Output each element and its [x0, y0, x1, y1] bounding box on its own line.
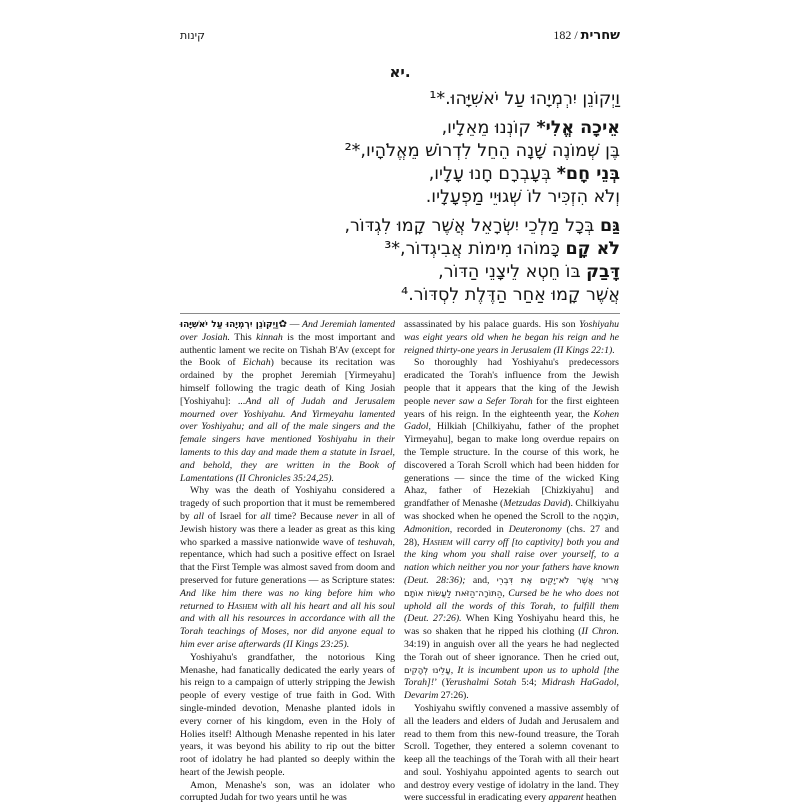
text-segment: (chs. 27 and 28), [404, 523, 619, 548]
text-segment: Amon, Menashe's son, was an idolater who corrupted Judah for two years until he was [180, 779, 395, 804]
kinnah-line: וַיְקוֹנֵן יִרְמְיָהוּ עַל יֹאשִׁיָּהוּ.*¹ [429, 89, 620, 109]
text-segment: ). Chilkiyahu was shocked when he opened the Scroll to the [404, 498, 619, 522]
commentary-paragraph [180, 485, 395, 651]
kinnah-line-bold-words: בְּנֵי חָם* [556, 164, 620, 184]
text-segment: and, [465, 574, 497, 586]
text-segment: Kohen Gadol [404, 408, 619, 433]
text-segment: heathen [583, 792, 617, 804]
section-name: קינות [180, 29, 205, 42]
kinnah-line: גַּם בְּכָל מַלְכֵי יִשְׂרָאֵל אֲשֶׁר קָמוּ לִגְדּוֹר, [344, 216, 620, 236]
text-segment: Yerushalmi Sotah [445, 677, 517, 689]
text-segment: When King Yoshiyahu heard this, he was so shaken that he ripped his clothing ( [404, 613, 619, 638]
hebrew-phrase: עָלֵינוּ לְהָקִים [404, 665, 451, 676]
page-number: 182 / [553, 28, 581, 42]
text-segment: all [193, 510, 204, 522]
text-segment: ’ ( [434, 677, 446, 689]
page-section-title: שחרית [580, 28, 620, 43]
page-header [180, 28, 620, 43]
text-segment: Yoshiyahu swiftly convened a massive assembly of all the leaders and elders of Judah and Jerusalem and read to them from this new-found treasure, the Torah Scroll. Together, they entered a solemn covenant to keep all the teachings of the Torah with all their heart and soul. Yoshiyahu appointed agents to search out and destroy every vestige of idolatry in the land. They were successful in eradicating every [404, 702, 619, 804]
kinnah-line: בֶּן שְׁמוֹנֶה שָׁנָה הֵחֵל לִדְרוֹשׁ מֵאֱלֹהָיו,*² [344, 141, 620, 161]
text-segment: Hashem [227, 600, 258, 612]
text-segment: Hashem [422, 536, 453, 548]
page-number-title [553, 28, 620, 43]
text-segment: 5:4; [516, 677, 542, 689]
text-segment: never [336, 510, 359, 522]
text-segment: , Hilkiah [Chilkiyahu, father of the prophet Yirmeyahu], began to make long overdue repairs on the Temple structure. In the course of this work, he discovered a Torah Scroll which had been hidden for generations — since the time of the wicked King Ahaz, father of Hezekiah [Chizkiyahu] and grandfather of Menashe ( [404, 421, 619, 510]
text-segment: 27:26). [438, 690, 469, 702]
kinnah-line: וְלֹא הִזְכִּיר לוֹ שְׁגוּיֵי מַפְעָלָיו. [425, 187, 620, 207]
text-segment: will carry off [to captivity] both you and the king whom you shall raise over yourself, to a nation which neither you nor your fathers have known (Deut. 28:36); [404, 536, 619, 586]
kinnah-text [180, 88, 620, 307]
text-segment: Eichah [242, 357, 271, 369]
commentary-paragraph [404, 319, 619, 357]
commentary-right-column [404, 319, 619, 805]
kinnah-stanza [180, 215, 620, 307]
text-segment: Yoshiyahu's grandfather, the notorious King Menashe, had fanatically dedicated the early years of his reign to a campaign of utterly stripping the Jewish people of every vestige of true faith in God. With single-minded devotion, Menashe planted idols in every corner of his kingdom, even in the Holy of Holies itself! Although Menashe repented in his later years, it was beyond his ability to rip out the bitter root of idolatry he had planted so deeply within the heart of the Jewish people. [180, 651, 395, 778]
text-segment: for the first eighteen years of his reign. In the eighteenth year, the [404, 395, 619, 420]
text-segment: time? Because [270, 510, 337, 522]
text-segment: , [450, 664, 458, 676]
text-segment: Why was the death of Yoshiyahu considered a tragedy of such proportion that it must be remembered by [180, 485, 395, 522]
kinnah-number-heading: יא. [389, 63, 411, 81]
kinnah-line-bold-words: לֹא קָם [565, 239, 620, 259]
text-segment: never saw a Sefer Torah [433, 395, 533, 407]
text-segment: Midrash HaGadol, Devarim [404, 677, 619, 702]
text-segment: ✿ — [278, 319, 302, 330]
kinnah-stanza [180, 117, 620, 209]
kinnah-line-bold-words: דָּבַק [586, 262, 620, 282]
text-segment: So thoroughly had Yoshiyahu's predecessors eradicated the Torah's influence from the Jewish people that it appears that the king of the Jewish people [404, 357, 619, 407]
kinnah-line-bold-words: גַּם [599, 216, 620, 236]
kinnah-line-bold-words: אֵיכָה אֱלִי* [536, 118, 620, 138]
text-segment: And Jeremiah lamented over Josiah. [180, 319, 395, 343]
text-segment: with all his heart and all his soul and with all his resources in accordance with all the Torah teachings of Moses, nor did anyone equal to him ever arise afterwards (II Kings 23:25). [180, 600, 395, 650]
hebrew-phrase: אָרוּר אֲשֶׁר לֹא־יָקִים אֶת דִּבְרֵי הַתּוֹרָה־הַזֹּאת לַעֲשׂוֹת אוֹתָם [404, 575, 619, 599]
text-segment: ...And all of Judah and Jerusalem mourned over Yoshiyahu. And Yirmeyahu lamented over Yoshiyahu; and all of the male singers and the female singers have mentioned Yoshiyahu in their laments to this day and made them a statute in Israel, and behold, they are written in the Book of Lamentations (II Chronicles 35:24,25). [180, 395, 395, 484]
text-segment: , [502, 587, 509, 599]
hebrew-phrase: וַיְקוֹנֵן יִרְמְיָהוּ עַל יֹאשִׁיָּהוּ [180, 320, 279, 330]
section-divider [180, 313, 620, 314]
commentary-paragraph [404, 357, 619, 703]
text-segment: apparent [548, 792, 584, 804]
kinnah-line: בְּנֵי חָם* בְּעָבְרָם חָנוּ עָלָיו, [428, 164, 620, 184]
text-segment: is the most important and authentic lament we recite on Tishah B'Av (except for the Book of [180, 331, 395, 369]
text-segment: assassinated by his palace guards. His son [404, 319, 580, 330]
text-segment: It is incumbent upon us to uphold [the Torah]! [404, 664, 619, 689]
commentary-paragraph [180, 319, 395, 485]
text-segment: 34:19) in anguish over all the years he had neglected the Torah out of sheer ignorance. Then he cried out, [404, 638, 619, 663]
commentary [180, 319, 620, 805]
commentary-paragraph [180, 652, 395, 780]
text-segment: This [229, 331, 257, 343]
text-segment: And like him there was no king before him who returned to [180, 587, 395, 612]
commentary-left-column [180, 319, 395, 805]
text-segment: ) because its recitation was ordained by the prophet Jeremiah [Yirmeyahu] himself following the tragic death of King Josiah [Yoshiyahu]: [180, 357, 395, 407]
text-segment: in all of Jewish history was there a leader as great as this king who sparked a massive nationwide wave of [180, 510, 396, 548]
kinnah-line: אֵיכָה אֱלִי* קוֹנְנוּ מֵאֵלָיו, [441, 118, 620, 138]
text-segment: Admonition, [404, 523, 453, 535]
kinnah-line: אֲשֶׁר קָמוּ אַחַר הַדֶּלֶת לִסְדּוֹר.⁴ [401, 285, 620, 305]
hebrew-phrase: תּוֹכָחָה [592, 511, 617, 522]
text-segment: Cursed be he who does not uphold all the words of this Torah, to fulfill them (Deut. 27:26). [404, 587, 619, 625]
siddur-page [180, 0, 620, 805]
text-segment: Deuteronomy [508, 523, 562, 535]
text-segment: of Israel for [203, 510, 261, 522]
text-segment: Yoshiyahu was eight years old when he began his reign and he reigned thirty-one years in Jerusalem (II Kings 22:1). [404, 319, 619, 356]
text-segment: teshuvah [357, 536, 393, 548]
text-segment: II Chron. [581, 626, 619, 638]
text-segment: Metzudas David [503, 498, 568, 510]
text-segment: , [616, 510, 619, 522]
kinnah-line: דָּבַק בּוֹ חֵטְא לֵיצָנֵי הַדּוֹר, [438, 262, 620, 282]
kinnah-stanza [180, 88, 620, 111]
kinnah-line: לֹא קָם כָּמוֹהוּ מִימוֹת אֲבִיגְדוֹר,*³ [384, 239, 620, 259]
text-segment: all [260, 510, 271, 522]
commentary-paragraph [404, 703, 619, 805]
text-segment: recorded in [452, 523, 509, 535]
commentary-paragraph [180, 780, 395, 805]
text-segment: kinnah [256, 331, 283, 343]
text-segment: , repentance, which had such a positive effect on Israel that the First Temple was almost saved from doom and preserved for future generations — as Scripture states: [180, 536, 395, 586]
